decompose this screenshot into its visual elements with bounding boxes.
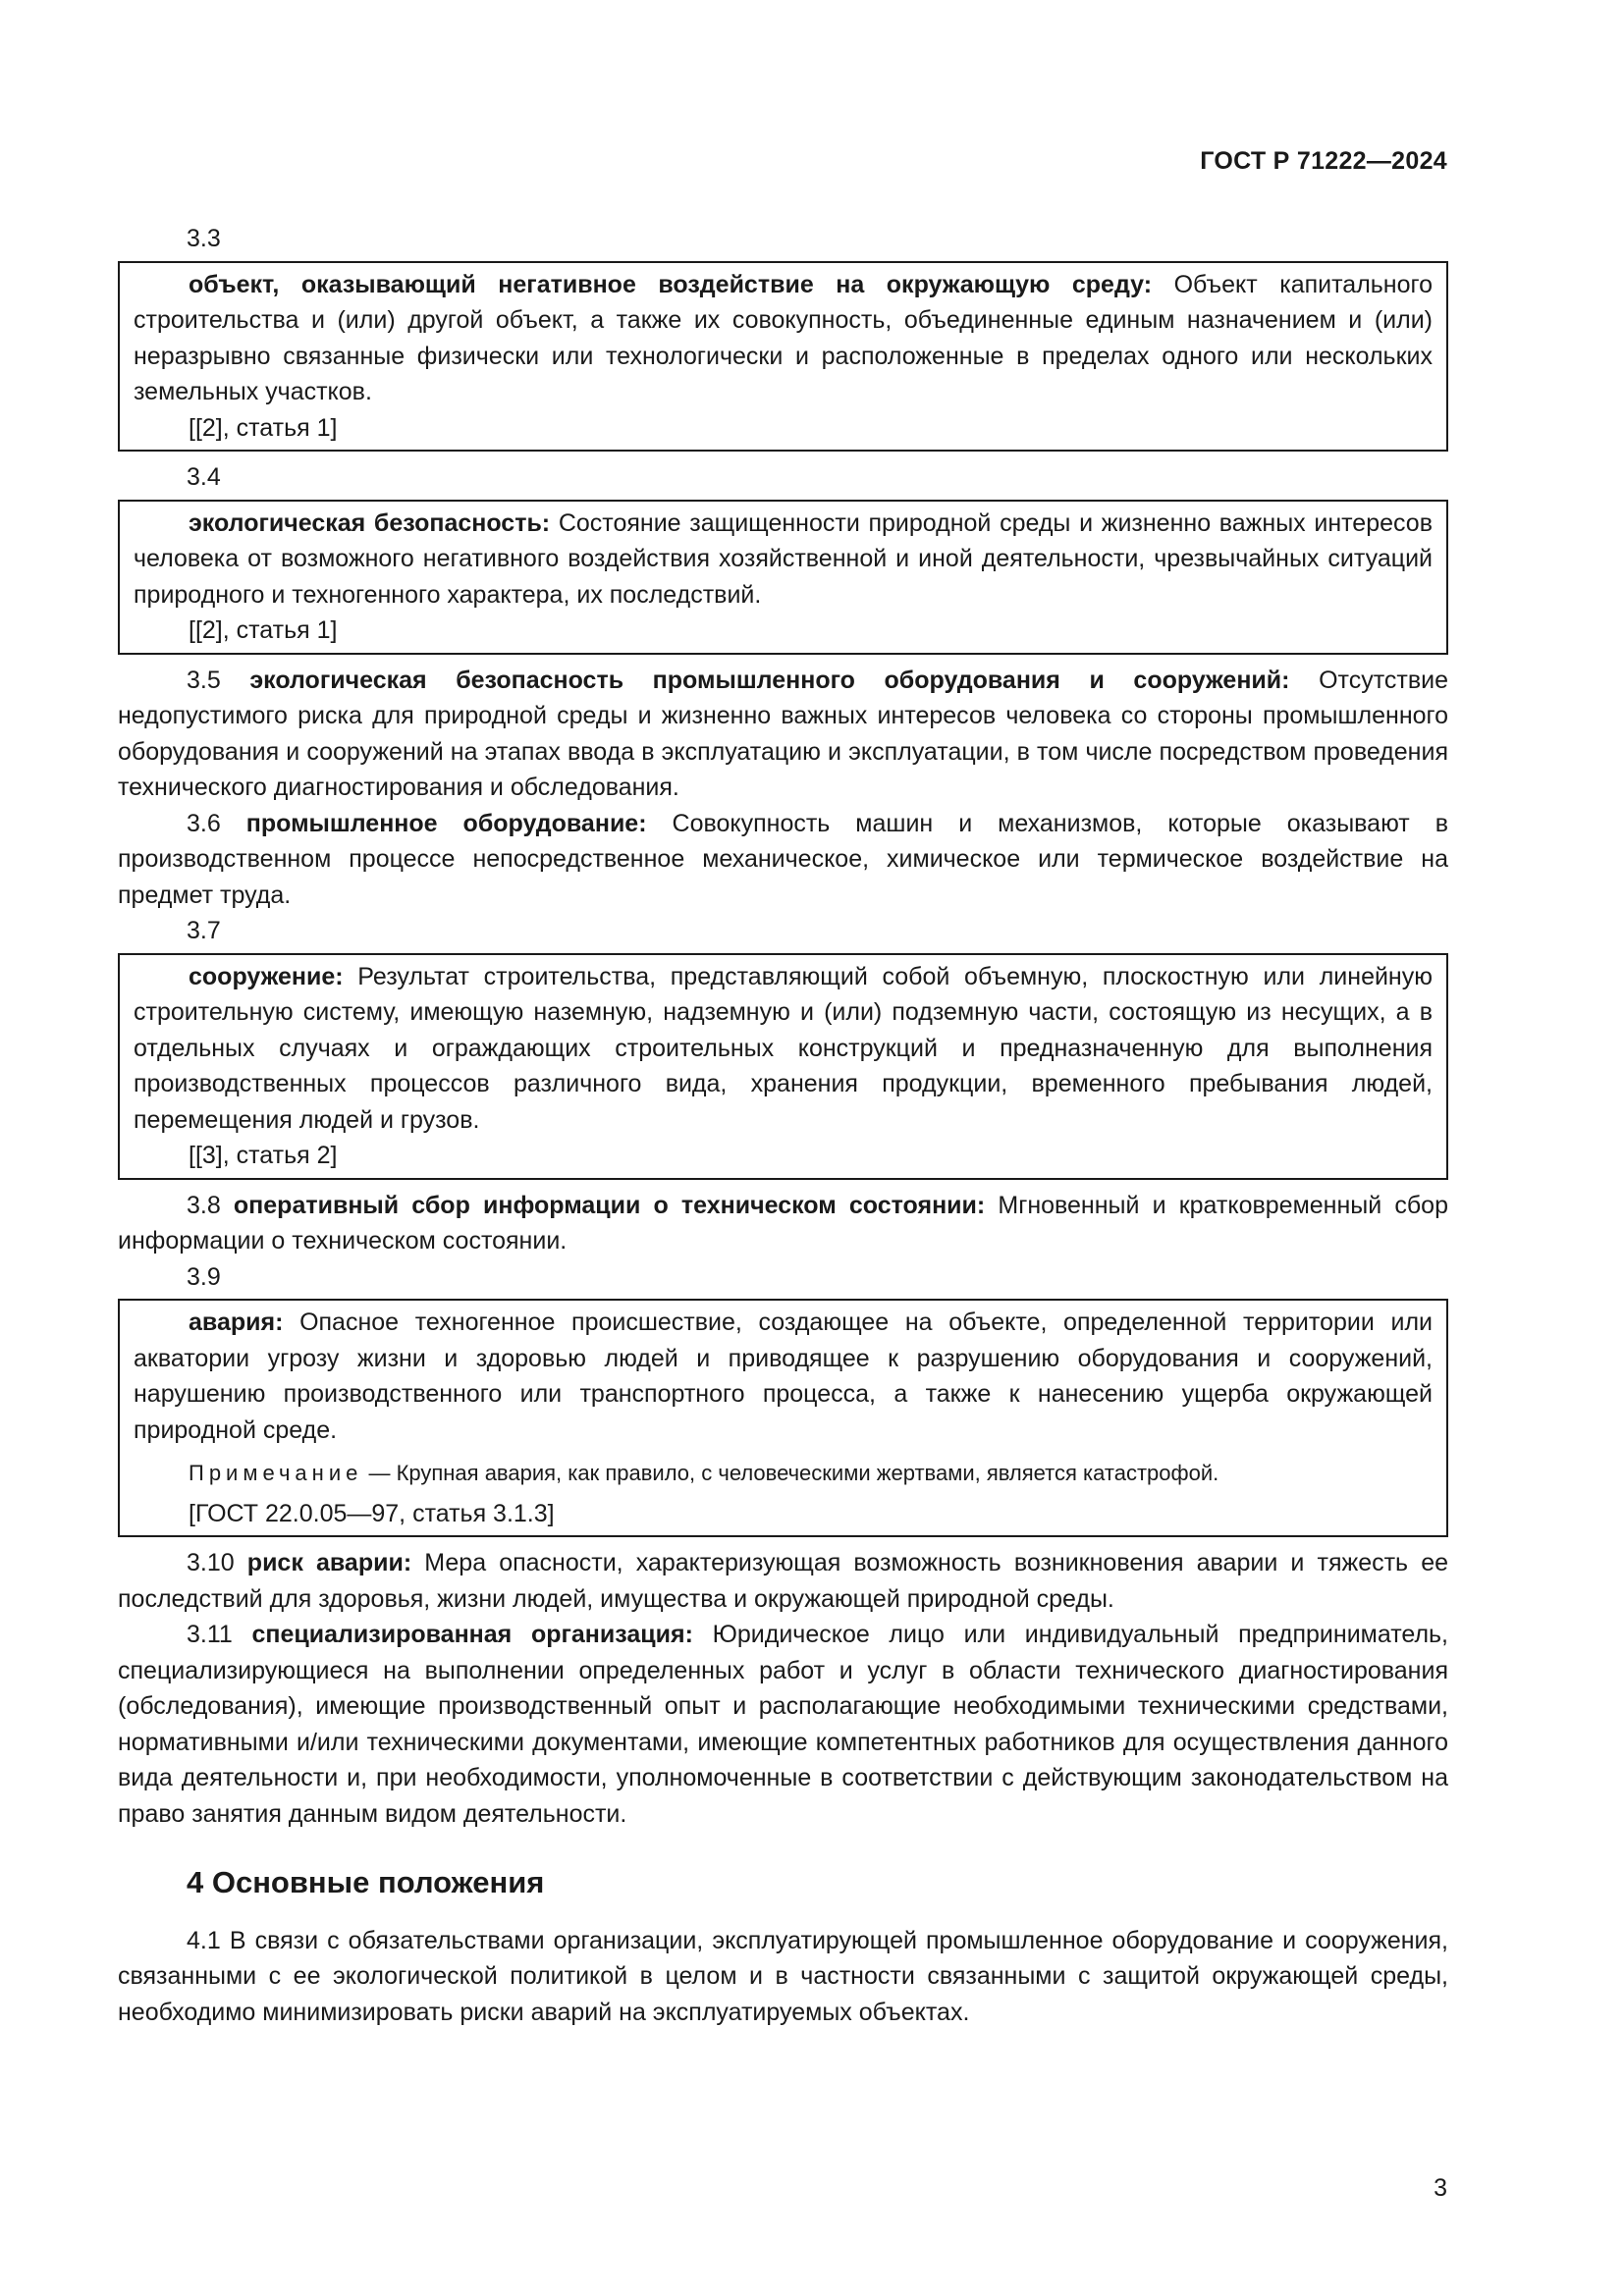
term-name: специализированная организация: bbox=[251, 1621, 693, 1648]
term-definition-box bbox=[118, 1299, 1448, 1537]
entry-number: 3.3 bbox=[187, 225, 221, 252]
term-definition: Отсутствие недопустимого риска для природной среды и жизненно важных интересов человека со стороны промышленного оборудования и сооружений на этапах ввода в эксплуатацию и эксплуатации, в том числе посредством проведения технического диагностирования и обследования. bbox=[118, 666, 1448, 801]
term-paragraph bbox=[134, 267, 1433, 410]
term-definition: Мгновенный и кратковременный сбор информации о техническом состоянии. bbox=[118, 1191, 1448, 1255]
term-name: экологическая безопасность промышленного оборудования и сооружений: bbox=[249, 666, 1290, 694]
term-definition: Состояние защищенности природной среды и жизненно важных интересов человека от возможного негативного воздействия хозяйственной и иной деятельности, чрезвычайных ситуаций природного и техногенного характера, их последствий. bbox=[134, 508, 1433, 609]
paragraph-text: В связи с обязательствами организации, эксплуатирующей промышленное оборудование и сооружения, связанными с ее экологической политикой в целом и в частности связанными с защитой окружающей среды, необходимо минимизировать риски аварий на эксплуатируемых объектах. bbox=[118, 1926, 1448, 2026]
document-header: ГОСТ Р 71222—2024 bbox=[1200, 147, 1447, 175]
term-definition: Мера опасности, характеризующая возможность возникновения аварии и тяжесть ее последствий для здоровья, жизни людей, имущества и окружающей природной среды. bbox=[118, 1549, 1449, 1613]
document-body bbox=[118, 221, 1448, 2030]
term-definition: Юридическое лицо или индивидуальный предприниматель, специализирующиеся на выполнении определенных работ и услуг в области технического диагностирования (обследования), имеющие производственный опыт и располагающие необходимыми техническими средствами, нормативными и/или техническими документами, имеющие компетентных работников для осуществления данного вида деятельности и, при необходимости, уполномоченные в соответствии с действующим законодательством на право занятия данным видом деятельности. bbox=[118, 1621, 1449, 1828]
entry-number: 3.5 bbox=[187, 666, 221, 694]
term-paragraph bbox=[134, 506, 1433, 614]
paragraph-number: 4.1 bbox=[187, 1926, 221, 1954]
term-paragraph bbox=[118, 806, 1448, 914]
entry-number: 3.7 bbox=[187, 917, 221, 944]
section-title: 4 Основные положения bbox=[187, 1865, 545, 1899]
term-definition-box bbox=[118, 500, 1448, 655]
term-name: объект, оказывающий негативное воздействие на окружающую среду: bbox=[189, 270, 1153, 298]
term-definition: Совокупность машин и механизмов, которые оказывают в производственном процессе непосредственное механическое, химическое или термическое воздействие на предмет труда. bbox=[118, 809, 1448, 909]
entry-number: 3.11 bbox=[187, 1621, 233, 1648]
term-note bbox=[134, 1456, 1433, 1492]
term-source-reference: [[2], статья 1] bbox=[189, 413, 338, 442]
term-name: оперативный сбор информации о техническом состоянии: bbox=[233, 1191, 986, 1219]
term-name: промышленное оборудование: bbox=[245, 809, 647, 837]
term-paragraph bbox=[118, 1188, 1448, 1259]
term-paragraph bbox=[134, 959, 1433, 1139]
note-label: Примечание bbox=[189, 1461, 363, 1485]
term-name: экологическая безопасность: bbox=[189, 508, 551, 537]
term-definition: Опасное техногенное происшествие, создающее на объекте, определенной территории или акватории угрозу жизни и здоровью людей и приводящее к разрушению оборудования и сооружений, нарушению производственного или транспортного процесса, а также к нанесению ущерба окружающей природной среде. bbox=[134, 1308, 1433, 1444]
page-number: 3 bbox=[1434, 2174, 1447, 2202]
entry-number: 3.4 bbox=[187, 463, 221, 491]
term-source-reference: [ГОСТ 22.0.05—97, статья 3.1.3] bbox=[189, 1499, 555, 1527]
body-paragraph bbox=[118, 1923, 1448, 2031]
entry-number: 3.6 bbox=[187, 809, 221, 837]
entry-number: 3.10 bbox=[187, 1549, 235, 1576]
note-text: — Крупная авария, как правило, с человеческими жертвами, является катастрофой. bbox=[362, 1461, 1219, 1485]
term-paragraph bbox=[118, 663, 1448, 806]
term-name: авария: bbox=[189, 1308, 284, 1336]
term-source-reference: [[3], статья 2] bbox=[189, 1142, 338, 1169]
term-paragraph bbox=[134, 1305, 1433, 1448]
term-source-reference: [[2], статья 1] bbox=[189, 616, 338, 644]
term-paragraph bbox=[118, 1545, 1448, 1617]
term-definition: Объект капитального строительства и (или) другой объект, а также их совокупность, объединенные единым назначением и (или) неразрывно связанные физически или технологически и расположенные в пределах одного или нескольких земельных участков. bbox=[134, 270, 1433, 405]
term-definition-box bbox=[118, 261, 1448, 453]
term-paragraph bbox=[118, 1617, 1448, 1832]
term-definition-box bbox=[118, 953, 1448, 1180]
entry-number: 3.9 bbox=[187, 1262, 221, 1291]
term-name: риск аварии: bbox=[246, 1549, 412, 1576]
entry-number: 3.8 bbox=[187, 1191, 221, 1219]
term-name: сооружение: bbox=[189, 962, 344, 990]
term-definition: Результат строительства, представляющий собой объемную, плоскостную или линейную строительную систему, имеющую наземную, надземную и (или) подземную части, состоящую из несущих, а в отдельных случаях и ограждающих строительных конструкций и предназначенную для выполнения производственных процессов различного вида, хранения продукции, временного пребывания людей, перемещения людей и грузов. bbox=[134, 962, 1433, 1134]
